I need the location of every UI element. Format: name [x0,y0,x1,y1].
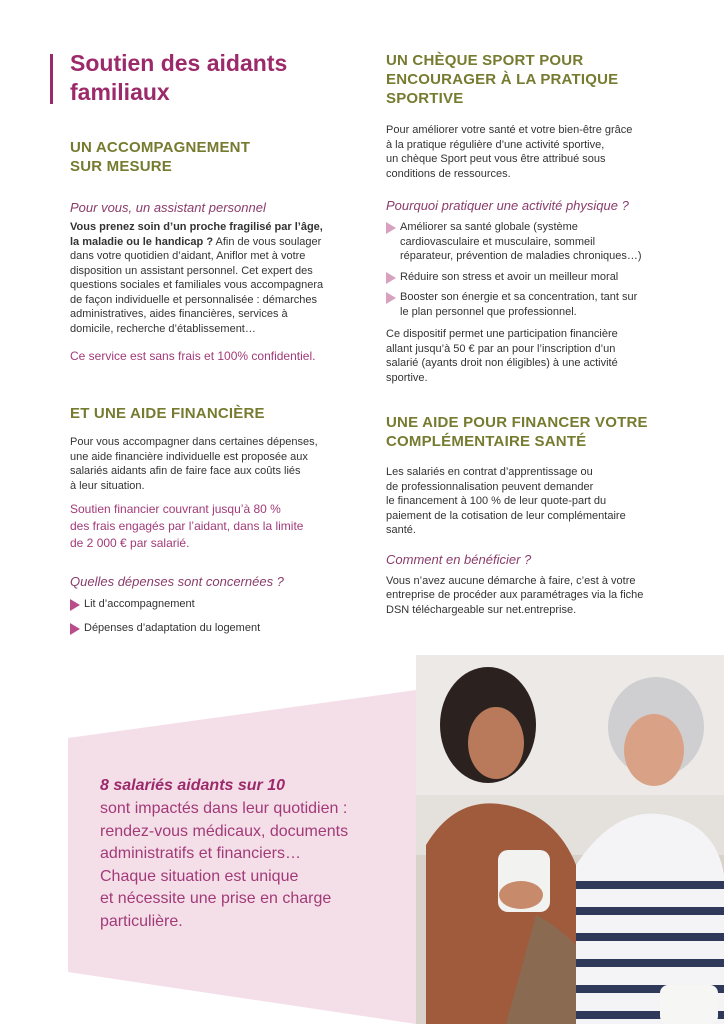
triangle-bullet-icon [386,292,396,304]
section-complementaire-sante [386,413,686,617]
paragraph-line: sportive. [386,371,428,384]
triangle-bullet-icon [70,623,80,635]
subtitle-beneficier: Comment en bénéficier ? [386,551,532,567]
callout-line: administratifs et financiers… [100,845,301,862]
paragraph-line: la maladie ou le handicap ? Afin de vous soulager [70,235,322,248]
section-heading-accompagnement [70,138,360,176]
section-aide-financiere [70,404,360,635]
heading-line: UN ACCOMPAGNEMENT [70,139,251,156]
callout-line: et nécessite une prise en charge [100,890,332,907]
paragraph-line: Pour vous accompagner dans certaines dépenses, [70,436,318,448]
paragraph-line: santé. [386,524,416,536]
paragraph-line: salarié (ayants droit non éligibles) à une activité [386,357,618,369]
paragraph-line: Vous prenez soin d’un proche fragilisé par l’âge, [70,221,323,233]
paragraph-line: à la pratique régulière d’une activité sportive, [386,138,605,151]
subtitle-assistant: Pour vous, un assistant personnel [70,200,266,215]
highlight-line: de 2 000 € par salarié. [70,536,190,550]
paragraph-line: à leur situation. [70,479,145,492]
heading-line: ENCOURAGER À LA PRATIQUE [386,71,619,88]
highlight-line: Soutien financier couvrant jusqu’à 80 % [70,502,281,516]
financial-coverage-note [70,501,360,552]
heading-line: UNE AIDE POUR FINANCER VOTRE [386,414,648,431]
callout-line: Chaque situation est unique [100,867,299,885]
paragraph-line: conditions de ressources. [386,167,511,180]
callout-line: sont impactés dans leur quotidien : [100,800,348,817]
paragraph-line: dans votre quotidien d’aidant, Aniflor met à votre [70,250,306,262]
triangle-bullet-icon [386,272,396,284]
paragraph-line: administratives, aides financières, services à [70,308,288,320]
section-heading-cheque-sport [386,51,676,108]
triangle-bullet-icon [386,222,396,234]
heading-line: UN CHÈQUE SPORT POUR [386,52,584,69]
paragraph-line: paiement de la cotisation de leur complémentaire [386,509,626,522]
heading-line: COMPLÉMENTAIRE SANTÉ [386,433,587,450]
assistant-paragraph [70,220,360,336]
list-item: Améliorer sa santé globale (système cardiovasculaire et musculaire, sommeil réparateur, prévention de maladies chroniques…) [386,220,676,264]
confidential-note: Ce service est sans frais et 100% confidentiel. [70,349,316,363]
paragraph-line: le financement à 100 % de leur quote-part du [386,495,607,507]
callout-line: particulière. [100,912,183,930]
list-item: Lit d’accompagnement [70,597,360,612]
paragraph-line: Pour améliorer votre santé et votre bien-être grâce [386,124,633,136]
paragraph-line: de professionnalisation peuvent demander [386,480,594,493]
page-title: Soutien des aidants familiaux [70,50,288,105]
section-accompagnement [70,138,360,365]
section-heading-aide-financiere: ET UNE AIDE FINANCIÈRE [70,405,265,422]
list-item: Réduire son stress et avoir un meilleur moral [386,270,676,285]
title-accent-bar [50,54,53,104]
paragraph-line: domicile, recherche d’établissement… [70,322,256,335]
paragraph-line: questions sociales et familiales vous accompagnera [70,279,324,291]
paragraph-line: salariés aidants afin de faire face aux coûts liés [70,465,301,477]
paragraph-line: une aide financière individuelle est proposée aux [70,450,308,463]
highlight-line: des frais engagés par l’aidant, dans la limite [70,519,304,533]
list-item: Dépenses d’adaptation du logement [70,621,360,636]
subtitle-activite-physique: Pourquoi pratiquer une activité physique ? [386,198,629,213]
paragraph-line: Les salariés en contrat d’apprentissage ou [386,466,593,478]
subtitle-depenses: Quelles dépenses sont concernées ? [70,574,284,589]
paragraph-line: un chèque Sport peut vous être attribué sous [386,153,606,165]
paragraph-line: Vous n’avez aucune démarche à faire, c’est à votre [386,574,636,587]
depenses-list [70,597,360,635]
section-cheque-sport [386,51,676,385]
participation-paragraph [386,327,676,385]
benefits-list [386,220,676,319]
callout-line: rendez-vous médicaux, documents [100,822,349,840]
paragraph-line: de façon individuelle et personnalisée : démarches [70,293,318,306]
heading-line: SPORTIVE [386,90,464,107]
paragraph-line: Ce dispositif permet une participation financière [386,328,618,340]
callout-text [100,798,400,933]
paragraph-line: DSN téléchargeable sur net.entreprise. [386,603,577,616]
paragraph-line: allant jusqu’à 50 € par an pour l’inscription d’un [386,342,616,355]
paragraph-line: entreprise de procéder aux paramétrages via la fiche [386,589,644,601]
aide-financiere-paragraph [70,435,360,493]
heading-line: SUR MESURE [70,158,173,175]
complementaire-paragraph [386,465,686,538]
cheque-sport-paragraph [386,123,676,181]
section-heading-complementaire [386,413,686,451]
callout-stat: 8 salariés aidants sur 10 [100,777,285,794]
list-item: Booster son énergie et sa concentration, tant sur le plan personnel que professionnel. [386,290,676,319]
triangle-bullet-icon [70,599,80,611]
paragraph-line: disposition un assistant personnel. Cet expert des [70,264,313,277]
beneficier-paragraph [386,574,686,618]
